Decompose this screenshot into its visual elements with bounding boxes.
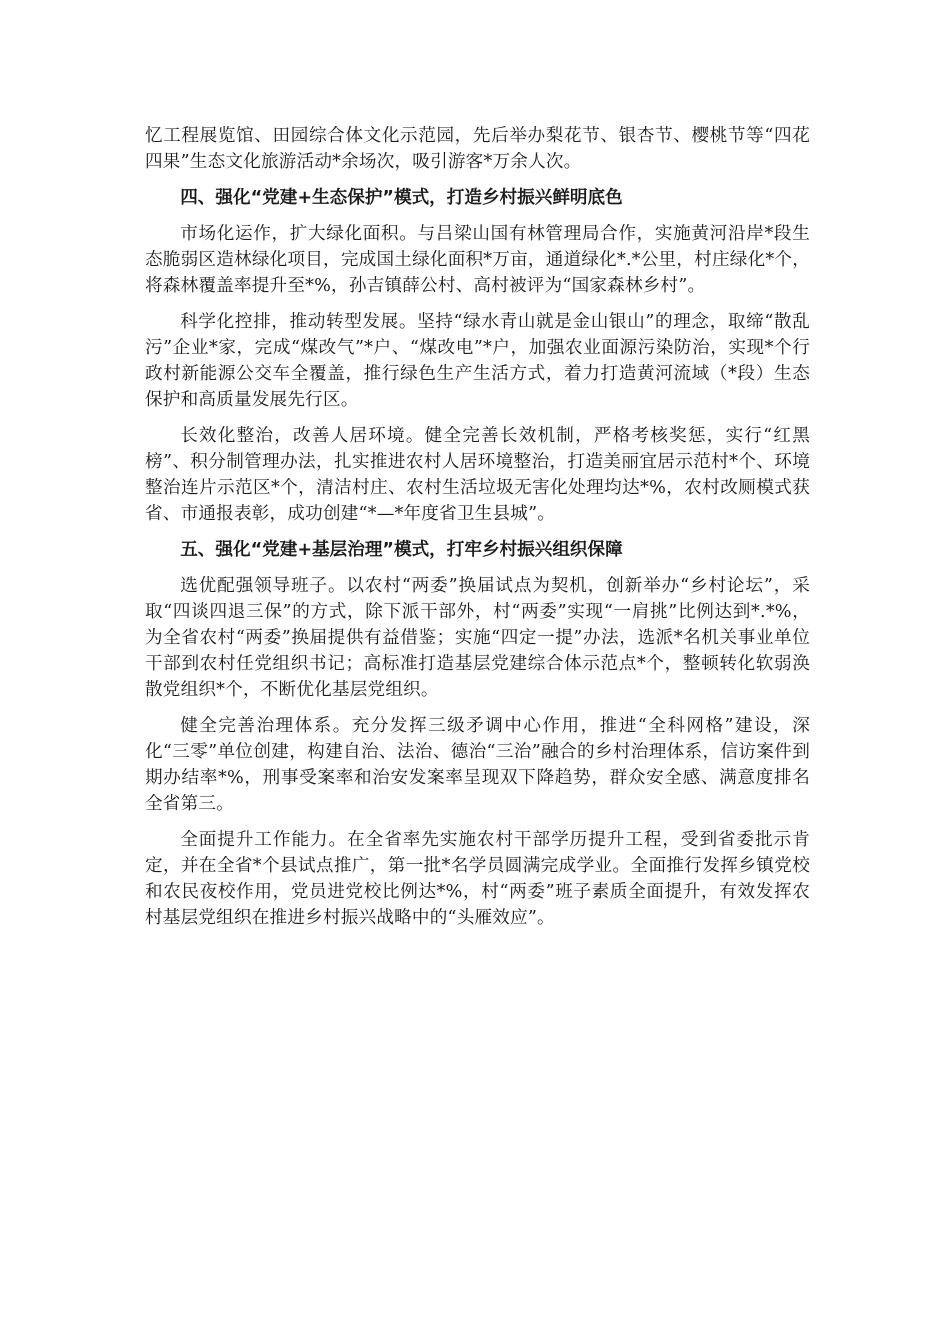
paragraph-environment-remediation: 长效化整治，改善人居环境。健全完善长效机制，严格考核奖惩，实行“红黑榜”、积分制管理办法，扎实推进农村人居环境整治，打造美丽宜居示范村*个、环境整治连片示范区*个，清洁村庄、农村生活垃圾无害化处理均达*%，农村改厕模式获省、市通报表彰，成功创建“*—*年度省卫生县城”。	[145, 426, 810, 524]
paragraph-governance: 健全完善治理体系。充分发挥三级矛调中心作用，推进“全科网格”建设，深化“三零”单位创建，构建自治、法治、德治“三治”融合的乡村治理体系，信访案件到期办结率*%，刑事受案率和治安发案率呈现双下降趋势，群众安全感、满意度排名全省第三。	[145, 716, 810, 814]
paragraph-continued: 忆工程展览馆、田园综合体文化示范园，先后举办梨花节、银杏节、樱桃节等“四花四果”生态文化旅游活动*余场次，吸引游客*万余人次。	[145, 126, 810, 172]
section-heading-4: 四、强化“党建+生态保护”模式，打造乡村振兴鲜明底色	[180, 188, 623, 208]
paragraph-emission-control: 科学化控排，推动转型发展。坚持“绿水青山就是金山银山”的理念，取缔“散乱污”企业*家，完成“煤改气”*户、“煤改电”*户，加强农业面源污染防治，实现*个行政村新能源公交车全覆盖，推行绿色生产生活方式，着力打造黄河流域（*段）生态保护和高质量发展先行区。	[145, 312, 810, 410]
paragraph-greening: 市场化运作，扩大绿化面积。与吕梁山国有林管理局合作，实施黄河沿岸*段生态脆弱区造林绿化项目，完成国土绿化面积*万亩，通道绿化*.*公里，村庄绿化*个，将森林覆盖率提升至*%，孙吉镇薛公村、高村被评为“国家森林乡村”。	[145, 224, 810, 296]
paragraph-capability: 全面提升工作能力。在全省率先实施农村干部学历提升工程，受到省委批示肯定，并在全省*个县试点推广，第一批*名学员圆满完成学业。全面推行发挥乡镇党校和农民夜校作用，党员进党校比例达*%，村“两委”班子素质全面提升，有效发挥农村基层党组织在推进乡村振兴战略中的“头雁效应”。	[145, 830, 810, 928]
paragraph-leadership: 选优配强领导班子。以农村“两委”换届试点为契机，创新举办“乡村论坛”，采取“四谈四退三保”的方式，除下派干部外，村“两委”实现“一肩挑”比例达到*.*%，为全省农村“两委”换届提供有益借鉴；实施“四定一提”办法，选派*名机关事业单位干部到农村任党组织书记；高标准打造基层党建综合体示范点*个，整顿转化软弱涣散党组织*个，不断优化基层党组织。	[145, 576, 810, 700]
document-page	[145, 123, 810, 931]
section-heading-5: 五、强化“党建+基层治理”模式，打牢乡村振兴组织保障	[180, 540, 623, 560]
